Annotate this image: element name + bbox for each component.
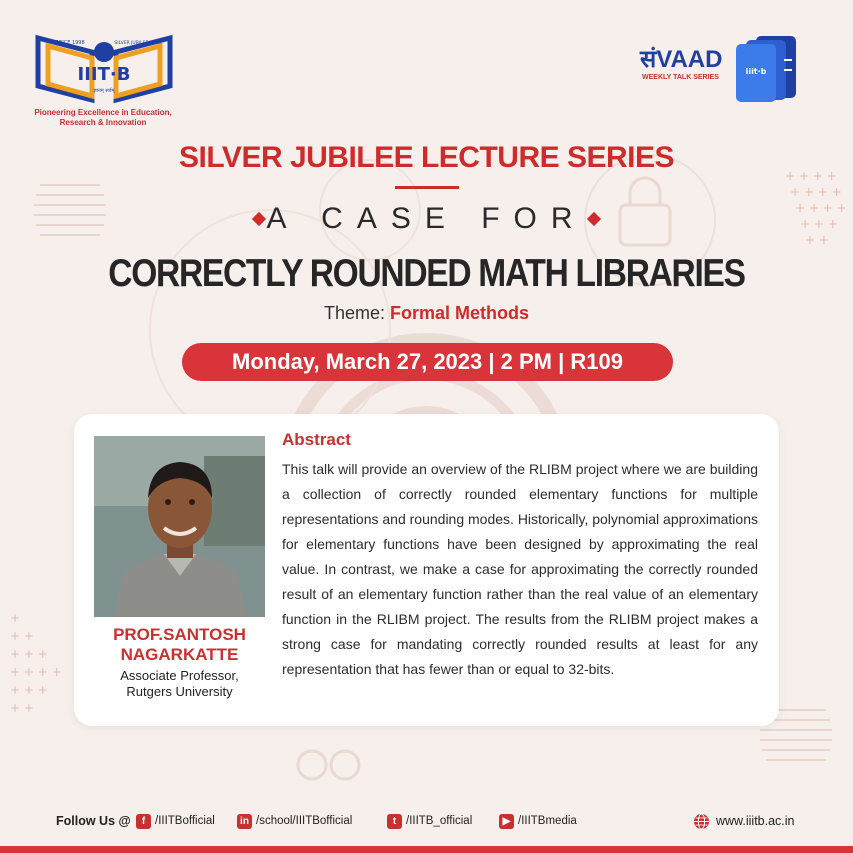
footer <box>0 804 853 840</box>
svg-text:+ + + +: + + + + <box>790 185 842 199</box>
tagline-line2: Research & Innovation <box>59 118 147 127</box>
kicker-text: A CASE FOR <box>266 202 587 235</box>
samvaad-logo <box>636 30 806 105</box>
samvaad-subtitle: WEEKLY TALK SERIES <box>642 74 719 81</box>
facebook-icon: f <box>136 814 151 829</box>
logo-since: SINCE 1998 <box>55 40 85 46</box>
speaker-photo <box>94 436 265 617</box>
speaker-affiliation <box>94 668 265 700</box>
youtube-icon: ▶ <box>499 814 514 829</box>
logo-wordmark: IIIT·B <box>77 64 131 85</box>
speaker-abstract-card <box>74 414 779 726</box>
series-title: SILVER JUBILEE LECTURE SERIES <box>178 141 675 174</box>
iiitb-logo <box>28 30 178 130</box>
logo-motto: ज्ञानम् सर्वम् <box>93 88 115 94</box>
svg-text:+ + +: + + + <box>10 647 48 661</box>
social-twitter[interactable] <box>387 812 472 830</box>
globe-icon <box>693 813 710 830</box>
svg-text:+ +: + + <box>10 701 34 715</box>
date-time-venue: Monday, March 27, 2023 | 2 PM | R109 <box>182 343 673 381</box>
svg-text:iiit·b: iiit·b <box>745 67 767 76</box>
svg-text:+ +: + + <box>10 629 34 643</box>
logo-tagline <box>28 108 178 128</box>
title-underline <box>395 186 459 189</box>
theme-line <box>0 303 853 324</box>
svg-text:+: + <box>10 611 21 625</box>
svg-text:+ + + +: + + + + <box>785 169 837 183</box>
svg-text:+ + +: + + + <box>10 683 48 697</box>
abstract-heading: Abstract <box>282 430 351 449</box>
website-link[interactable] <box>693 812 795 830</box>
follow-us-label: Follow Us @ <box>56 814 131 828</box>
speaker-role-line1: Associate Professor, <box>120 668 239 683</box>
iiitb-book-icon <box>34 30 174 108</box>
theme-value: Formal Methods <box>390 303 530 323</box>
talk-title: CORRECTLY ROUNDED MATH LIBRARIES <box>108 252 745 295</box>
twitter-icon: t <box>387 814 402 829</box>
svg-text:+ + +: + + + <box>800 217 838 231</box>
theme-label: Theme: <box>323 303 385 323</box>
svg-text:+ + + +: + + + + <box>795 201 847 215</box>
website-url: www.iiitb.ac.in <box>716 814 795 828</box>
social-facebook[interactable] <box>136 812 215 830</box>
social-youtube[interactable] <box>499 812 577 830</box>
youtube-handle: /IIITBmedia <box>518 815 577 827</box>
facebook-handle: /IIITBofficial <box>155 815 215 827</box>
linkedin-icon: in <box>237 814 252 829</box>
speaker-name-line2: NAGARKATTE <box>120 645 239 664</box>
logo-jubilee: SILVER JUBILEE YEAR <box>114 41 162 46</box>
samvaad-word: संVAAD <box>640 46 723 73</box>
linkedin-handle: /school/IIITBofficial <box>256 815 353 827</box>
svg-text:+ + + +: + + + + <box>10 665 62 679</box>
twitter-handle: /IIITB_official <box>406 815 473 827</box>
speaker-role-line2: Rutgers University <box>126 684 233 699</box>
tagline-line1: Pioneering Excellence in Education, <box>34 108 172 117</box>
speaker-name-line1: PROF.SANTOSH <box>113 625 246 644</box>
svg-text:+ +: + + <box>805 233 829 247</box>
social-linkedin[interactable] <box>237 812 352 830</box>
speaker-name <box>94 625 265 665</box>
abstract-body: This talk will provide an overview of the RLIBM project where we are building a collection of correctly rounded elementary functions for multiple representations and rounding modes. Historically, polynomial approximations for elementary functions have been designed by approximating the real value. In contrast, we make a case for approximating the correctly rounded result of an elementary function rather than the real value of an elementary function in the RLIBM project. The results from the RLIBM project makes a strong case for mandating correctly rounded results at least for any representation that has fewer than or equal to 32-bits. <box>282 461 758 677</box>
bottom-bar <box>0 846 853 853</box>
iiitb-book-icon <box>734 30 804 105</box>
